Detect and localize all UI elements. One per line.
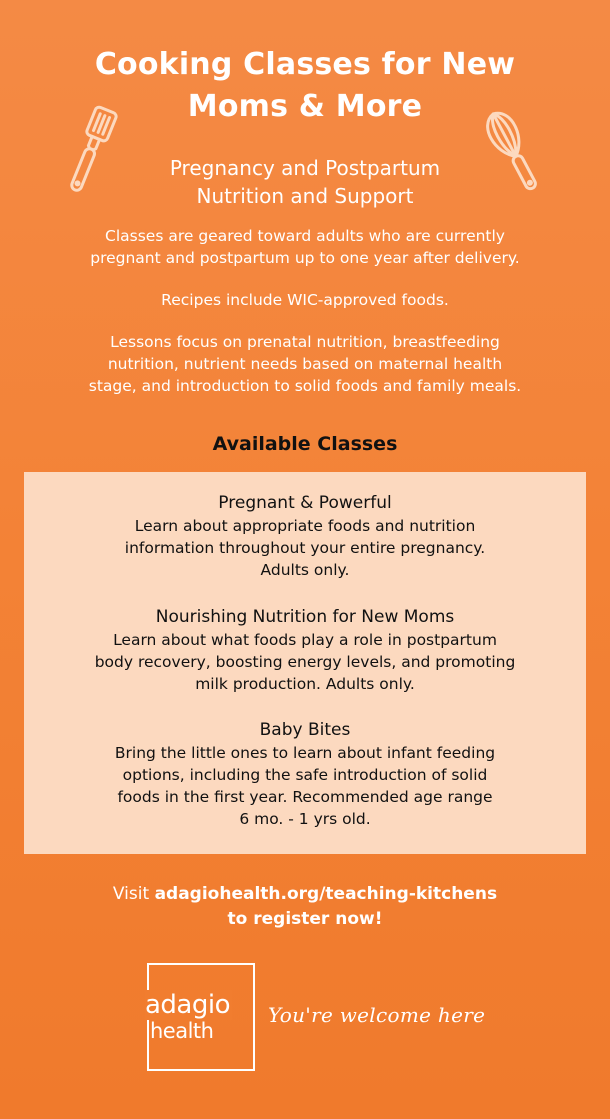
logo-wordmark-adagio: adagio — [145, 990, 231, 1020]
intro-line: stage, and introduction to solid foods and family meals. — [88, 377, 522, 395]
class-description-line: Learn about appropriate foods and nutrition — [134, 517, 476, 535]
class-title: Pregnant & Powerful — [218, 493, 392, 513]
available-classes-heading: Available Classes — [212, 433, 398, 455]
cta-prefix: Visit — [112, 884, 155, 904]
register-link[interactable]: adagiohealth.org/teaching-kitchens — [154, 884, 498, 904]
intro-line: pregnant and postpartum up to one year after delivery. — [90, 249, 520, 267]
class-description-line: 6 mo. - 1 yrs old. — [239, 810, 371, 828]
class-description-line: Bring the little ones to learn about infant feeding — [114, 744, 496, 762]
class-title: Baby Bites — [259, 720, 351, 740]
class-card-baby-bites — [44, 718, 566, 830]
class-description-line: information throughout your entire pregnancy. — [124, 539, 486, 557]
intro-paragraph-lessons — [40, 331, 570, 397]
intro-paragraph-audience — [40, 225, 570, 269]
title-line-1: Cooking Classes for New — [94, 47, 516, 82]
tagline: You're welcome here — [268, 1003, 486, 1027]
class-description-line: milk production. Adults only. — [195, 675, 415, 693]
class-description-line: body recovery, boosting energy levels, and promoting — [94, 653, 516, 671]
class-card-nourishing-nutrition — [44, 605, 566, 695]
title-line-2: Moms & More — [187, 89, 423, 124]
page-subtitle — [120, 154, 490, 210]
subtitle-line-2: Nutrition and Support — [196, 184, 414, 208]
register-cta — [40, 882, 570, 932]
intro-line: nutrition, nutrient needs based on maternal health — [107, 355, 503, 373]
class-description-line: options, including the safe introduction of solid — [122, 766, 488, 784]
class-title: Nourishing Nutrition for New Moms — [155, 607, 455, 627]
intro-line: Recipes include WIC-approved foods. — [161, 291, 449, 309]
class-description-line: foods in the first year. Recommended age range — [117, 788, 493, 806]
intro-line: Classes are geared toward adults who are currently — [105, 227, 505, 245]
classes-panel — [24, 472, 586, 854]
class-card-pregnant-powerful — [44, 491, 566, 581]
intro-paragraph-recipes — [40, 289, 570, 311]
subtitle-line-1: Pregnancy and Postpartum — [169, 156, 441, 180]
spatula-icon — [60, 103, 122, 202]
logo-wordmark-health: health — [150, 1019, 214, 1043]
class-description-line: Learn about what foods play a role in postpartum — [113, 631, 497, 649]
class-description-line: Adults only. — [260, 561, 350, 579]
cta-line-2: to register now! — [227, 909, 383, 929]
cta-line-1 — [40, 882, 570, 907]
intro-line: Lessons focus on prenatal nutrition, breastfeeding — [110, 333, 500, 351]
